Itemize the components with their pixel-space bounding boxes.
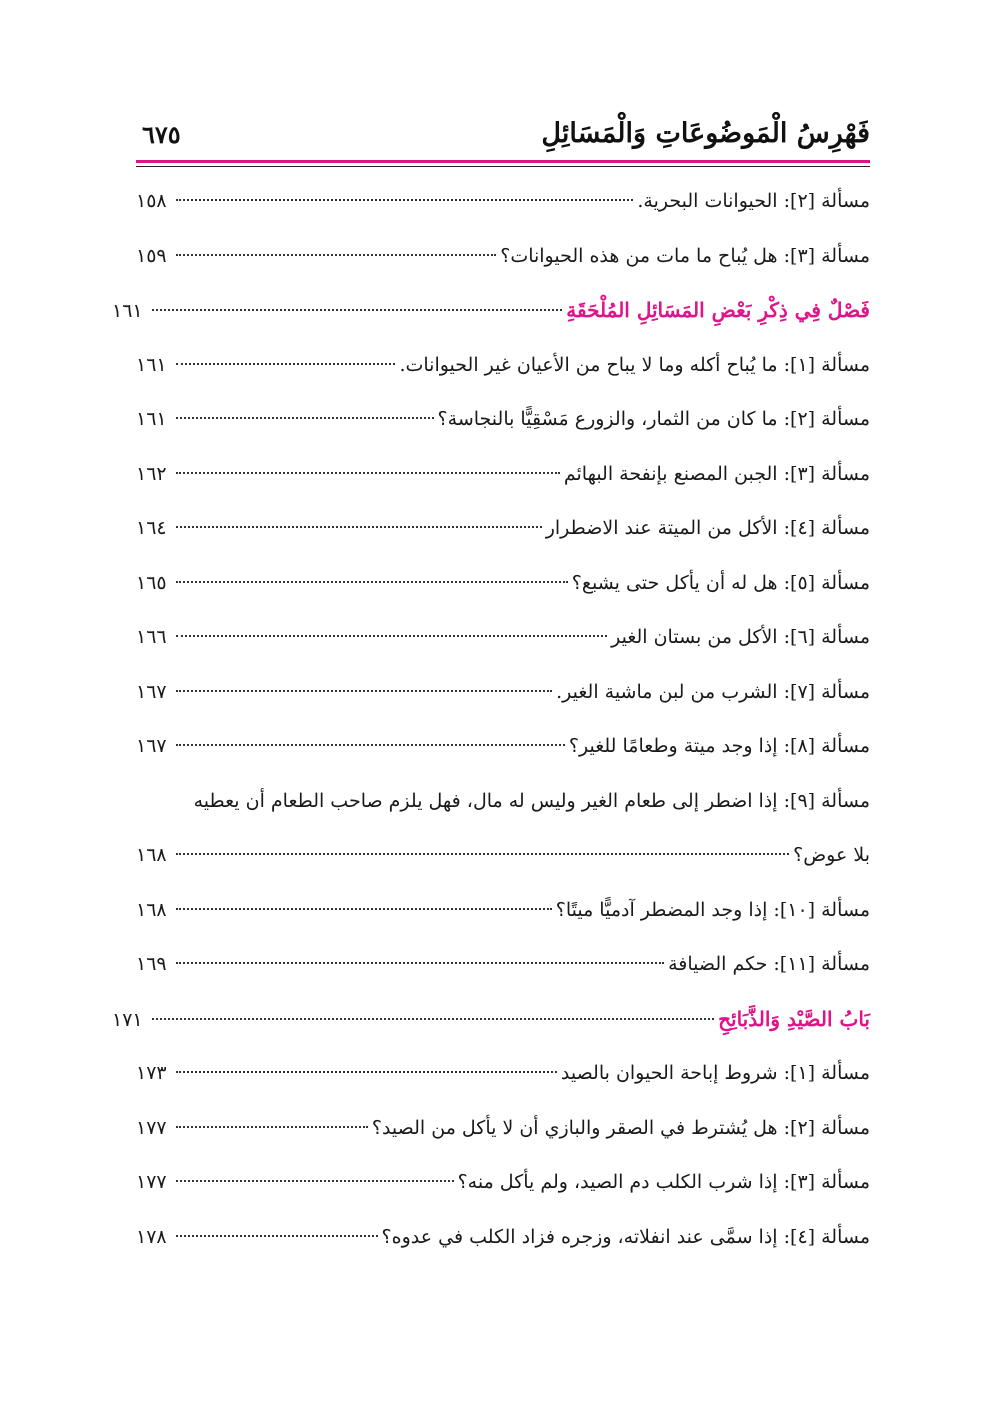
- entry-page-number: ١٦٦: [136, 626, 167, 648]
- dot-leader: [176, 635, 607, 637]
- entry-page-number: ١٧٧: [136, 1171, 167, 1193]
- entry-page-number: ١٦١: [112, 300, 143, 322]
- entry-page-number: ١٦٧: [136, 735, 167, 757]
- entry-title: مسألة [٢]: هل يُشترط في الصقر والبازي أن لا يأكل من الصيد؟: [371, 1116, 870, 1139]
- entry-page-number: ١٦٨: [136, 898, 167, 921]
- entry-page-number: ١٦٢: [136, 462, 167, 485]
- entry-title: مسألة [٧]: الشرب من لبن ماشية الغير.: [556, 680, 870, 703]
- toc-entry[interactable]: [136, 1222, 870, 1277]
- entry-title: مسألة [٣]: هل يُباح ما مات من هذه الحيوانات؟: [500, 244, 870, 267]
- entry-page-number: ١٧١: [112, 1008, 143, 1031]
- entry-page-number: ١٦٨: [136, 844, 167, 866]
- toc-heading[interactable]: [112, 1004, 870, 1059]
- toc-heading[interactable]: [112, 295, 870, 350]
- entry-title: مسألة [١]: شروط إباحة الحيوان بالصيد: [560, 1062, 870, 1084]
- entry-page-number: ١٥٩: [136, 244, 167, 267]
- toc-entry[interactable]: [136, 1167, 870, 1222]
- toc-entry[interactable]: [136, 731, 870, 786]
- entry-title: مسألة [٤]: الأكل من الميتة عند الاضطرار: [545, 517, 870, 539]
- page-header: [136, 118, 870, 158]
- entry-title: مسألة [٨]: إذا وجد ميتة وطعامًا للغير؟: [568, 735, 870, 757]
- entry-page-number: ١٧٧: [136, 1116, 167, 1139]
- dot-leader: [176, 908, 552, 910]
- dot-leader: [176, 690, 552, 692]
- dot-leader: [152, 1018, 714, 1020]
- dot-leader: [152, 309, 562, 311]
- dot-leader: [176, 417, 434, 419]
- entry-title: فَصْلٌ فِي ذِكْرِ بَعْضِ المَسَائِلِ المُلْحَقَةِ: [566, 298, 870, 322]
- toc-entry[interactable]: [136, 1058, 870, 1113]
- entry-title: مسألة [٢]: ما كان من الثمار، والزورع مَسْقِيًّا بالنجاسة؟: [437, 408, 870, 430]
- dot-leader: [176, 363, 395, 365]
- running-title: فَهْرِسُ الْمَوضُوعَاتِ وَالْمَسَائِلِ: [541, 118, 870, 149]
- dot-leader: [176, 526, 542, 528]
- entry-title: بَابُ الصَّيْدِ وَالذَّبَائِحِ: [718, 1006, 870, 1031]
- toc-entry[interactable]: [136, 840, 870, 895]
- entry-page-number: ١٦١: [136, 408, 167, 430]
- toc-entry[interactable]: [136, 241, 870, 296]
- entry-title: بلا عوض؟: [793, 844, 870, 866]
- toc-entry[interactable]: [136, 622, 870, 677]
- entry-title: مسألة [١]: ما يُباح أكله وما لا يباح من الأعيان غير الحيوانات.: [399, 353, 870, 376]
- dot-leader: [176, 962, 664, 964]
- entry-title: مسألة [١١]: حكم الضيافة: [668, 953, 870, 975]
- toc-entry[interactable]: [136, 513, 870, 568]
- entry-page-number: ١٦١: [136, 353, 167, 376]
- entry-page-number: ١٦٧: [136, 680, 167, 703]
- toc-entry[interactable]: [136, 568, 870, 623]
- entry-title: مسألة [٣]: إذا شرب الكلب دم الصيد، ولم يأكل منه؟: [457, 1171, 870, 1193]
- entry-page-number: ١٧٣: [136, 1062, 167, 1084]
- header-rule: [136, 166, 870, 167]
- entry-title: مسألة [٣]: الجبن المصنع بإنفحة البهائم: [563, 462, 870, 485]
- entry-page-number: ١٥٨: [136, 190, 167, 212]
- toc-entry[interactable]: [136, 459, 870, 514]
- dot-leader: [176, 1071, 557, 1073]
- entry-title: مسألة [٢]: الحيوانات البحرية.: [637, 190, 870, 212]
- entry-title: مسألة [٥]: هل له أن يأكل حتى يشبع؟: [571, 571, 870, 594]
- toc-entry[interactable]: [136, 677, 870, 732]
- entry-page-number: ١٦٤: [136, 517, 167, 539]
- dot-leader: [176, 853, 789, 855]
- toc-entry[interactable]: [136, 1113, 870, 1168]
- toc-list: [112, 186, 870, 1276]
- dot-leader: [176, 472, 560, 474]
- dot-leader: [176, 254, 496, 256]
- entry-title: مسألة [٩]: إذا اضطر إلى طعام الغير وليس له مال، فهل يلزم صاحب الطعام أن يعطيه: [193, 789, 870, 812]
- toc-entry[interactable]: [136, 786, 870, 841]
- toc-entry[interactable]: [136, 186, 870, 241]
- entry-title: مسألة [٤]: إذا سمَّى عند انفلاته، وزجره فزاد الكلب في عدوه؟: [381, 1225, 870, 1248]
- dot-leader: [176, 1235, 378, 1237]
- entry-page-number: ١٦٩: [136, 953, 167, 975]
- toc-entry[interactable]: [136, 895, 870, 950]
- toc-entry[interactable]: [136, 949, 870, 1004]
- dot-leader: [176, 1126, 368, 1128]
- entry-page-number: ١٧٨: [136, 1225, 167, 1248]
- entry-title: مسألة [٦]: الأكل من بستان الغير: [611, 626, 870, 648]
- dot-leader: [176, 199, 633, 201]
- page-number: ٦٧٥: [142, 120, 181, 149]
- dot-leader: [176, 744, 565, 746]
- dot-leader: [176, 581, 568, 583]
- entry-title: مسألة [١٠]: إذا وجد المضطر آدميًّا ميتًا؟: [555, 898, 870, 921]
- toc-entry[interactable]: [136, 350, 870, 405]
- header-rule-accent: [136, 160, 870, 163]
- entry-page-number: ١٦٥: [136, 571, 167, 594]
- dot-leader: [176, 1180, 454, 1182]
- toc-entry[interactable]: [136, 404, 870, 459]
